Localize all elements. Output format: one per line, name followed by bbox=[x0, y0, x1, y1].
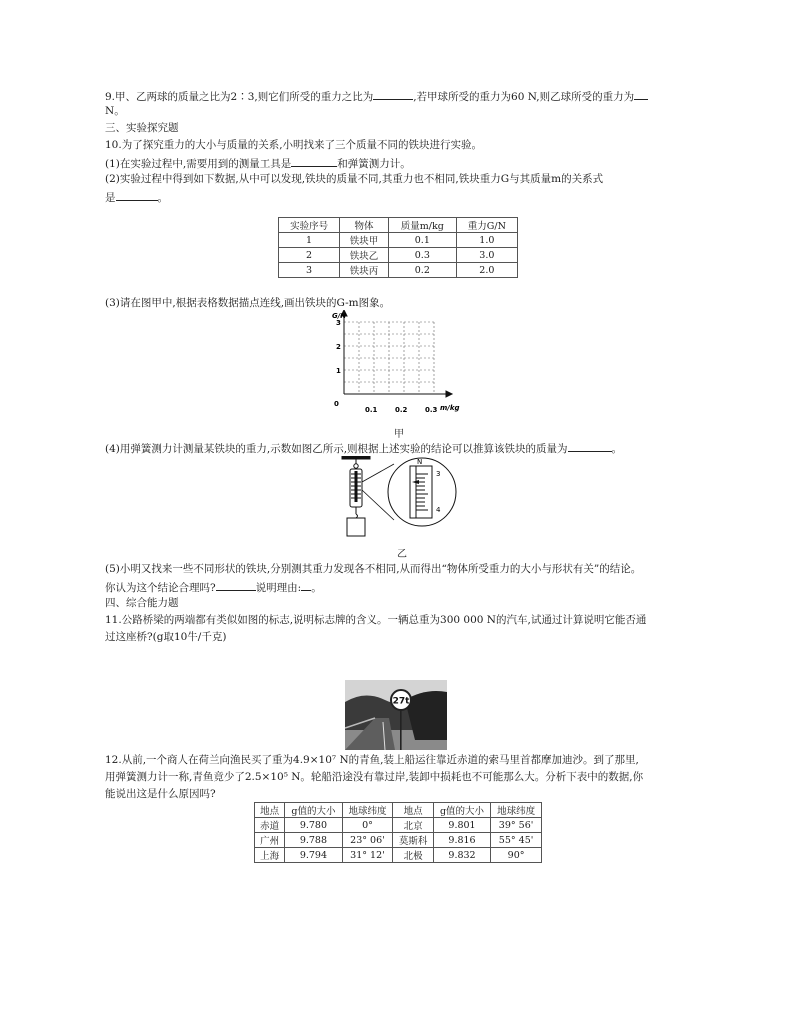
scale-mark-lower: 4 bbox=[436, 506, 441, 514]
q10-p2-blank[interactable] bbox=[116, 189, 158, 201]
graph-axes bbox=[341, 310, 452, 397]
graph-y-tick: 1 bbox=[336, 367, 341, 375]
table-header-cell: 地球纬度 bbox=[342, 803, 393, 818]
table-cell: 9.794 bbox=[285, 848, 342, 863]
scale-unit-label: N bbox=[417, 458, 423, 466]
graph-x-tick: 0.3 bbox=[425, 406, 438, 414]
q9-text-b: ,若甲球所受的重力为60 N,则乙球所受的重力为 bbox=[413, 91, 635, 103]
q10-p4-blank[interactable] bbox=[568, 440, 612, 452]
weight-limit-value: 27t bbox=[392, 696, 410, 707]
graph-x-tick: 0.2 bbox=[395, 406, 408, 414]
q10-part2-line2 bbox=[105, 189, 168, 205]
table-cell: 9.801 bbox=[433, 818, 490, 833]
graph-caption-jia: 甲 bbox=[394, 429, 404, 440]
section-4-heading: 四、综合能力题 bbox=[105, 597, 179, 609]
q10-part4 bbox=[105, 440, 622, 456]
table-cell: 北京 bbox=[393, 818, 434, 833]
q12-line2: 用弹簧测力计一称,青鱼竟少了2.5×10⁵ N。轮船沿途没有靠过岸,装卸中损耗也不可能那么大。分析下表中的数据,你 bbox=[105, 771, 644, 783]
table-header-cell: 地球纬度 bbox=[491, 803, 542, 818]
table-cell: 23° 06' bbox=[342, 833, 393, 848]
q10-p5-blank-1[interactable] bbox=[216, 579, 256, 591]
table-cell: 上海 bbox=[255, 848, 285, 863]
table-cell: 39° 56' bbox=[491, 818, 542, 833]
table-header-cell: 质量m/kg bbox=[388, 218, 456, 233]
table-row bbox=[279, 248, 518, 263]
q10-part1 bbox=[105, 155, 411, 171]
q11-line1: 11.公路桥梁的两端都有类似如图的标志,说明标志牌的含义。一辆总重为300 000 N的汽车,试通过计算说明它能否通 bbox=[105, 614, 647, 626]
table-header-cell: 地点 bbox=[255, 803, 285, 818]
table-header-cell: 重力G/N bbox=[456, 218, 517, 233]
table-cell: 2 bbox=[279, 248, 340, 263]
road-sign-photo bbox=[345, 680, 447, 750]
spring-scale-figure bbox=[336, 456, 466, 541]
q10-p1-text-b: 和弹簧测力计。 bbox=[337, 158, 411, 170]
table-cell: 0.1 bbox=[388, 233, 456, 248]
q10-part5-line2 bbox=[105, 579, 322, 595]
q10-p1-text-a: (1)在实验过程中,需要用到的测量工具是 bbox=[105, 158, 292, 170]
table-cell: 铁块乙 bbox=[340, 248, 389, 263]
table-cell: 31° 12' bbox=[342, 848, 393, 863]
section-3-heading: 三、实验探究题 bbox=[105, 122, 179, 134]
q12-line1: 12.从前,一个商人在荷兰向渔民买了重为4.9×10⁷ N的青鱼,装上船运往靠近赤道的索马里首都摩加迪沙。到了那里, bbox=[105, 754, 639, 766]
graph-x-label: m/kg bbox=[440, 404, 460, 412]
table-cell: 0° bbox=[342, 818, 393, 833]
graph-y-label: G/N bbox=[332, 312, 347, 320]
q10-part2-line1: (2)实验过程中得到如下数据,从中可以发现,铁块的质量不同,其重力也不相同,铁块重力G与其质量m的关系式 bbox=[105, 173, 604, 185]
q12-gravity-table bbox=[254, 802, 542, 863]
table-header-cell: g值的大小 bbox=[433, 803, 490, 818]
q10-p5-text-d: 。 bbox=[311, 582, 322, 594]
q9-line2: N。 bbox=[105, 105, 125, 117]
table-cell: 3.0 bbox=[456, 248, 517, 263]
table-cell: 北极 bbox=[393, 848, 434, 863]
table-cell: 90° bbox=[491, 848, 542, 863]
q10-p4-text-a: (4)用弹簧测力计测量某铁块的重力,示数如图乙所示,则根据上述实验的结论可以推算该铁块的质量为 bbox=[105, 443, 568, 455]
q10-p2-text-b: 是 bbox=[105, 192, 116, 204]
q9-answer-blank-2[interactable] bbox=[634, 88, 648, 100]
table-cell: 莫斯科 bbox=[393, 833, 434, 848]
table-header-cell: 地点 bbox=[393, 803, 434, 818]
table-cell: 铁块甲 bbox=[340, 233, 389, 248]
table-cell: 广州 bbox=[255, 833, 285, 848]
q10-data-table bbox=[278, 217, 518, 278]
table-header-cell: 物体 bbox=[340, 218, 389, 233]
table-cell: 赤道 bbox=[255, 818, 285, 833]
scale-caption-yi: 乙 bbox=[397, 549, 407, 560]
q12-line3: 能说出这是什么原因吗? bbox=[105, 788, 216, 800]
table-cell: 0.2 bbox=[388, 263, 456, 278]
table-cell: 铁块丙 bbox=[340, 263, 389, 278]
table-cell: 9.788 bbox=[285, 833, 342, 848]
table-header-row bbox=[279, 218, 518, 233]
table-row bbox=[279, 233, 518, 248]
q10-p4-text-b: 。 bbox=[611, 443, 623, 455]
q10-intro: 10.为了探究重力的大小与质量的关系,小明找来了三个质量不同的铁块进行实验。 bbox=[105, 139, 483, 151]
q10-p5-blank-2[interactable] bbox=[301, 579, 311, 591]
table-cell: 55° 45' bbox=[491, 833, 542, 848]
table-cell: 2.0 bbox=[456, 263, 517, 278]
table-cell: 9.780 bbox=[285, 818, 342, 833]
table-cell: 9.832 bbox=[433, 848, 490, 863]
q10-p2-text-c: 。 bbox=[157, 192, 168, 204]
q11-line2: 过这座桥?(g取10牛/千克) bbox=[105, 631, 227, 643]
q9-line1 bbox=[105, 88, 648, 104]
table-cell: 9.816 bbox=[433, 833, 490, 848]
graph-origin: 0 bbox=[334, 400, 339, 408]
graph-x-tick: 0.1 bbox=[365, 406, 378, 414]
q10-part5-line1: (5)小明又找来一些不同形状的铁块,分别测其重力发现各不相同,从而得出“物体所受重力的大小与形状有关”的结论。 bbox=[105, 563, 642, 575]
graph-y-tick: 3 bbox=[336, 319, 341, 327]
spring-scale-body bbox=[342, 456, 456, 536]
q10-p5-text-c: 说明理由: bbox=[255, 582, 302, 594]
q9-text-a: 9.甲、乙两球的质量之比为2∶3,则它们所受的重力之比为 bbox=[105, 91, 374, 103]
table-row bbox=[255, 818, 542, 833]
q9-answer-blank-1[interactable] bbox=[373, 88, 413, 100]
q10-part3: (3)请在图甲中,根据表格数据描点连线,画出铁块的G-m图象。 bbox=[105, 297, 391, 309]
scale-mark-upper: 3 bbox=[436, 470, 441, 478]
graph-grid bbox=[344, 322, 434, 394]
g-m-graph[interactable] bbox=[330, 310, 490, 420]
graph-y-tick: 2 bbox=[336, 343, 341, 351]
table-cell: 0.3 bbox=[388, 248, 456, 263]
table-row bbox=[255, 833, 542, 848]
table-row bbox=[255, 848, 542, 863]
table-row bbox=[279, 263, 518, 278]
table-header-cell: g值的大小 bbox=[285, 803, 342, 818]
table-header-row bbox=[255, 803, 542, 818]
table-cell: 1.0 bbox=[456, 233, 517, 248]
table-cell: 3 bbox=[279, 263, 340, 278]
q10-p1-blank[interactable] bbox=[291, 155, 337, 167]
q10-p5-text-b: 你认为这个结论合理吗? bbox=[105, 582, 216, 594]
table-header-cell: 实验序号 bbox=[279, 218, 340, 233]
table-cell: 1 bbox=[279, 233, 340, 248]
